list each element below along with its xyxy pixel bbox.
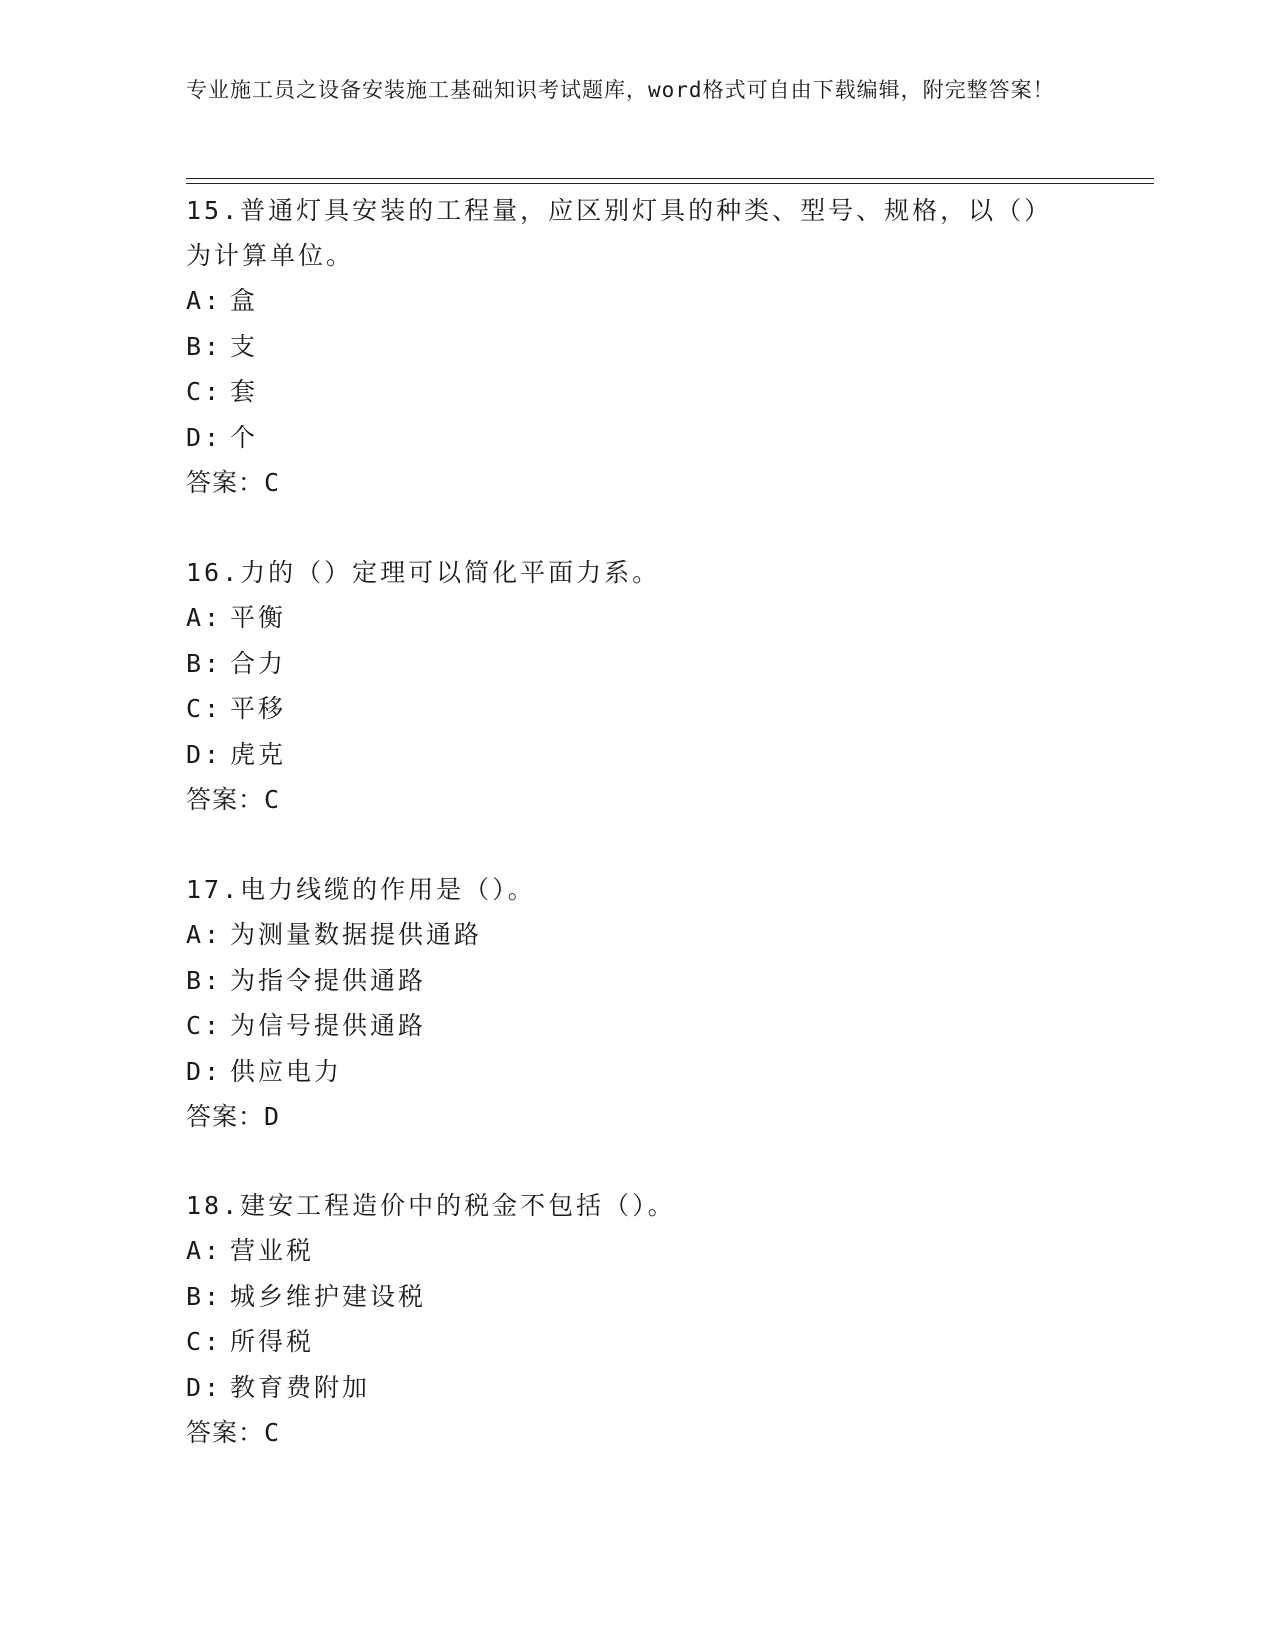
- option-text: 盒: [230, 286, 259, 315]
- answer-value: C: [264, 468, 281, 497]
- option-letter: C:: [186, 1011, 223, 1040]
- option-d: [186, 415, 1086, 461]
- option-text: 个: [230, 422, 259, 452]
- option-b: [186, 1274, 1086, 1320]
- question-17: [186, 867, 1086, 1139]
- question-15: [186, 188, 1086, 505]
- option-letter: D:: [186, 739, 223, 769]
- document-header: 专业施工员之设备安装施工基础知识考试题库，word格式可自由下载编辑，附完整答案！: [186, 78, 1055, 102]
- option-text: 平移: [230, 694, 287, 723]
- question-18: [186, 1183, 1086, 1455]
- option-c: [186, 686, 1086, 732]
- answer-value: D: [264, 1102, 281, 1131]
- option-text: 营业税: [230, 1236, 315, 1265]
- option-text: 所得税: [230, 1327, 315, 1356]
- option-letter: C:: [186, 694, 223, 723]
- option-a: [186, 278, 1086, 324]
- option-text: 为测量数据提供通路: [230, 920, 483, 949]
- option-letter: B:: [186, 331, 223, 361]
- answer-value: C: [264, 785, 281, 814]
- option-letter: B:: [186, 1281, 223, 1311]
- question-stem: 17.电力线缆的作用是（）。: [186, 875, 536, 904]
- option-letter: D:: [186, 422, 223, 452]
- option-b: [186, 958, 1086, 1004]
- option-letter: A:: [186, 1236, 223, 1265]
- answer-line: [186, 460, 1086, 505]
- option-text: 教育费附加: [230, 1372, 371, 1402]
- option-d: [186, 1049, 1086, 1095]
- option-b: [186, 324, 1086, 370]
- answer-line: [186, 1094, 1086, 1139]
- question-16: [186, 550, 1086, 822]
- answer-line: [186, 1410, 1086, 1455]
- option-text: 虎克: [230, 739, 287, 769]
- option-letter: A:: [186, 286, 223, 315]
- option-d: [186, 732, 1086, 778]
- option-letter: A:: [186, 920, 223, 949]
- option-b: [186, 641, 1086, 687]
- option-letter: C:: [186, 1327, 223, 1356]
- option-letter: C:: [186, 377, 223, 406]
- question-stem: 15.普通灯具安装的工程量，应区别灯具的种类、型号、规格，以（）为计算单位。: [186, 196, 1040, 270]
- answer-value: C: [264, 1418, 281, 1447]
- answer-label: 答案：: [186, 1418, 265, 1447]
- option-text: 平衡: [230, 603, 287, 632]
- option-a: [186, 595, 1086, 641]
- option-text: 城乡维护建设税: [230, 1281, 427, 1311]
- option-c: [186, 369, 1086, 415]
- option-a: [186, 912, 1086, 958]
- option-text: 供应电力: [230, 1056, 343, 1086]
- option-letter: B:: [186, 648, 223, 678]
- answer-line: [186, 777, 1086, 822]
- answer-label: 答案：: [186, 1102, 265, 1131]
- option-letter: A:: [186, 603, 223, 632]
- option-letter: B:: [186, 965, 223, 995]
- option-text: 为信号提供通路: [230, 1011, 427, 1040]
- option-d: [186, 1365, 1086, 1411]
- header-divider-top: [186, 178, 1154, 179]
- option-letter: D:: [186, 1372, 223, 1402]
- question-stem: 16.力的（）定理可以简化平面力系。: [186, 558, 661, 587]
- header-divider-bottom: [186, 183, 1154, 184]
- option-letter: D:: [186, 1056, 223, 1086]
- option-c: [186, 1003, 1086, 1049]
- question-stem: 18.建安工程造价中的税金不包括（）。: [186, 1191, 676, 1220]
- answer-label: 答案：: [186, 468, 265, 497]
- option-text: 支: [230, 331, 259, 361]
- option-text: 为指令提供通路: [230, 965, 427, 995]
- answer-label: 答案：: [186, 785, 265, 814]
- option-c: [186, 1319, 1086, 1365]
- option-text: 合力: [230, 648, 287, 678]
- option-text: 套: [230, 377, 259, 406]
- option-a: [186, 1228, 1086, 1274]
